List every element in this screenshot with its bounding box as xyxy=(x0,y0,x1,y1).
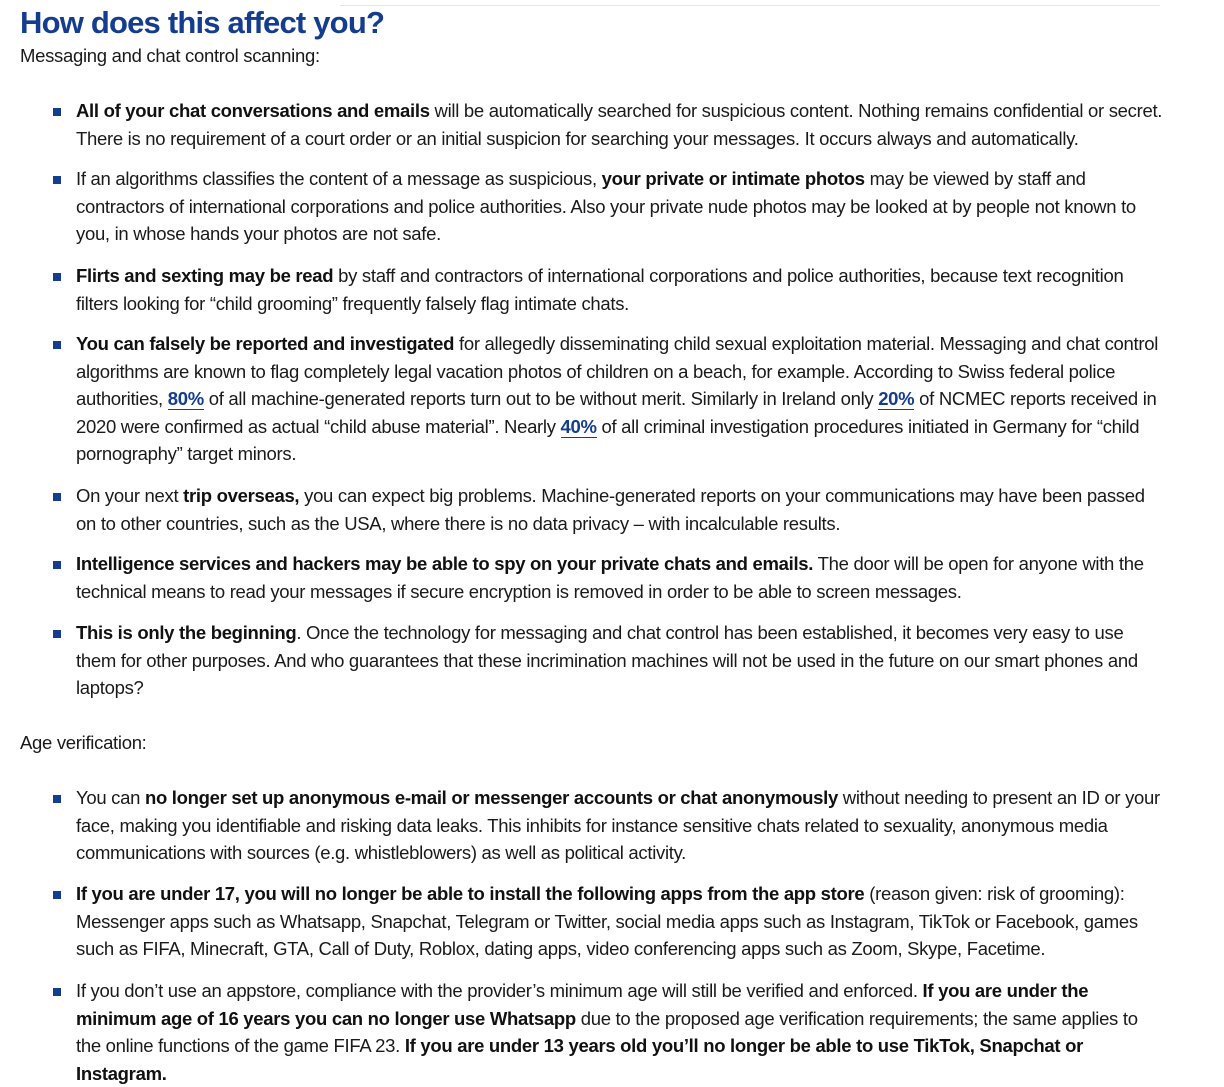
list-item xyxy=(76,165,1166,248)
page-title: How does this affect you? xyxy=(20,5,385,40)
item-text: of all machine-generated reports turn out to be without merit. Similarly in Ireland only xyxy=(203,388,879,409)
square-bullet-icon xyxy=(53,273,61,281)
item-text: (reason given: risk of grooming): Messenger apps such as Whatsapp, Snapchat, Telegram or Twitter, social media apps such as Instagram, TikTok or Facebook, games such as FIFA, Minecraft, GTA, Call of Duty, Roblox, dating apps, video conferencing apps such as Zoom, Skype, Facetime. xyxy=(76,883,1138,959)
header-divider xyxy=(340,5,1160,6)
item-highlight: trip overseas, xyxy=(183,485,300,506)
ireland-statistic-link[interactable]: 20% xyxy=(878,388,915,409)
item-highlight: no longer set up anonymous e-mail or messenger accounts or chat anonymously xyxy=(144,787,838,808)
item-text: will be automatically searched for suspicious content. Nothing remains confidential or secret. There is no requirement of a court order or an initial suspicion for searching your messages. It occurs always and automatically. xyxy=(76,100,1163,149)
item-highlight: your private or intimate photos xyxy=(601,168,865,189)
list-item xyxy=(76,619,1166,702)
square-bullet-icon xyxy=(53,988,61,996)
item-text: may be viewed by staff and contractors of international corporations and police authorities. Also your private nude photos may be looked at by people not known to you, in whose hands your photos are not safe. xyxy=(76,168,1136,244)
item-highlight: If you are under the minimum age of 16 years you can no longer use Whatsapp xyxy=(76,980,1089,1029)
item-text: for allegedly disseminating child sexual exploitation material. Messaging and chat control algorithms are known to flag completely legal vacation photos of children on a beach, for example. According to Swiss federal police authorities, xyxy=(76,333,1159,409)
list-item xyxy=(76,880,1166,963)
list-item xyxy=(76,482,1166,537)
item-highlight: This is only the beginning xyxy=(76,622,297,643)
age-section-label: Age verification: xyxy=(20,732,147,753)
square-bullet-icon xyxy=(53,795,61,803)
item-text: by staff and contractors of international corporations and police authorities, because text recognition filters looking for “child grooming” frequently falsely flag intimate chats. xyxy=(76,265,1124,314)
item-highlight: You can falsely be reported and investigated xyxy=(76,333,455,354)
item-text: . Once the technology for messaging and chat control has been established, it becomes very easy to use them for other purposes. And who guarantees that these incrimination machines will not be used in the future on our smart phones and laptops? xyxy=(76,622,1138,698)
square-bullet-icon xyxy=(53,341,61,349)
item-text: The door will be open for anyone with the technical means to read your messages if secure encryption is removed in order to be able to screen messages. xyxy=(76,553,1144,602)
list-item xyxy=(76,97,1166,152)
list-item xyxy=(76,977,1166,1087)
item-highlight: Flirts and sexting may be read xyxy=(76,265,334,286)
square-bullet-icon xyxy=(53,176,61,184)
item-text: you can expect big problems. Machine-generated reports on your communications may have been passed on to other countries, such as the USA, where there is no data privacy – with incalculable results. xyxy=(76,485,1145,534)
germany-statistic-link[interactable]: 40% xyxy=(560,415,597,437)
item-text: If you don’t use an appstore, compliance with the provider’s minimum age will still be verified and enforced. xyxy=(76,980,923,1001)
list-item xyxy=(76,262,1166,317)
swiss-statistic-link[interactable]: 80% xyxy=(167,388,204,409)
item-text: without needing to present an ID or your face, making you identifiable and risking data leaks. This inhibits for instance sensitive chats related to sexuality, anonymous media communications with sources (e.g. whistleblowers) as well as political activity. xyxy=(76,787,1160,863)
square-bullet-icon xyxy=(53,630,61,638)
square-bullet-icon xyxy=(53,561,61,569)
item-text: of NCMEC reports received in 2020 were confirmed as actual “child abuse material”. Nearly xyxy=(76,388,1157,437)
item-highlight: All of your chat conversations and emails xyxy=(76,100,430,121)
item-text: You can xyxy=(76,787,145,808)
item-highlight: If you are under 17, you will no longer be able to install the following apps from the app store xyxy=(76,883,865,904)
list-item xyxy=(76,784,1166,867)
item-highlight: Intelligence services and hackers may be able to spy on your private chats and emails. xyxy=(76,553,814,574)
item-text: due to the proposed age verification requirements; the same applies to the online functions of the game FIFA 23. xyxy=(76,1007,1138,1056)
item-highlight: If you are under 13 years old you’ll no longer be able to use TikTok, Snapchat or Instagram. xyxy=(76,1035,1084,1084)
chat-section-label: Messaging and chat control scanning: xyxy=(20,45,320,66)
square-bullet-icon xyxy=(53,891,61,899)
square-bullet-icon xyxy=(53,493,61,501)
list-item xyxy=(76,550,1166,605)
item-text: If an algorithms classifies the content of a message as suspicious, xyxy=(76,168,602,189)
square-bullet-icon xyxy=(53,108,61,116)
item-text: On your next xyxy=(76,485,184,506)
list-item xyxy=(76,330,1166,468)
item-text: of all criminal investigation procedures initiated in Germany for “child pornography” target minors. xyxy=(76,415,1140,464)
